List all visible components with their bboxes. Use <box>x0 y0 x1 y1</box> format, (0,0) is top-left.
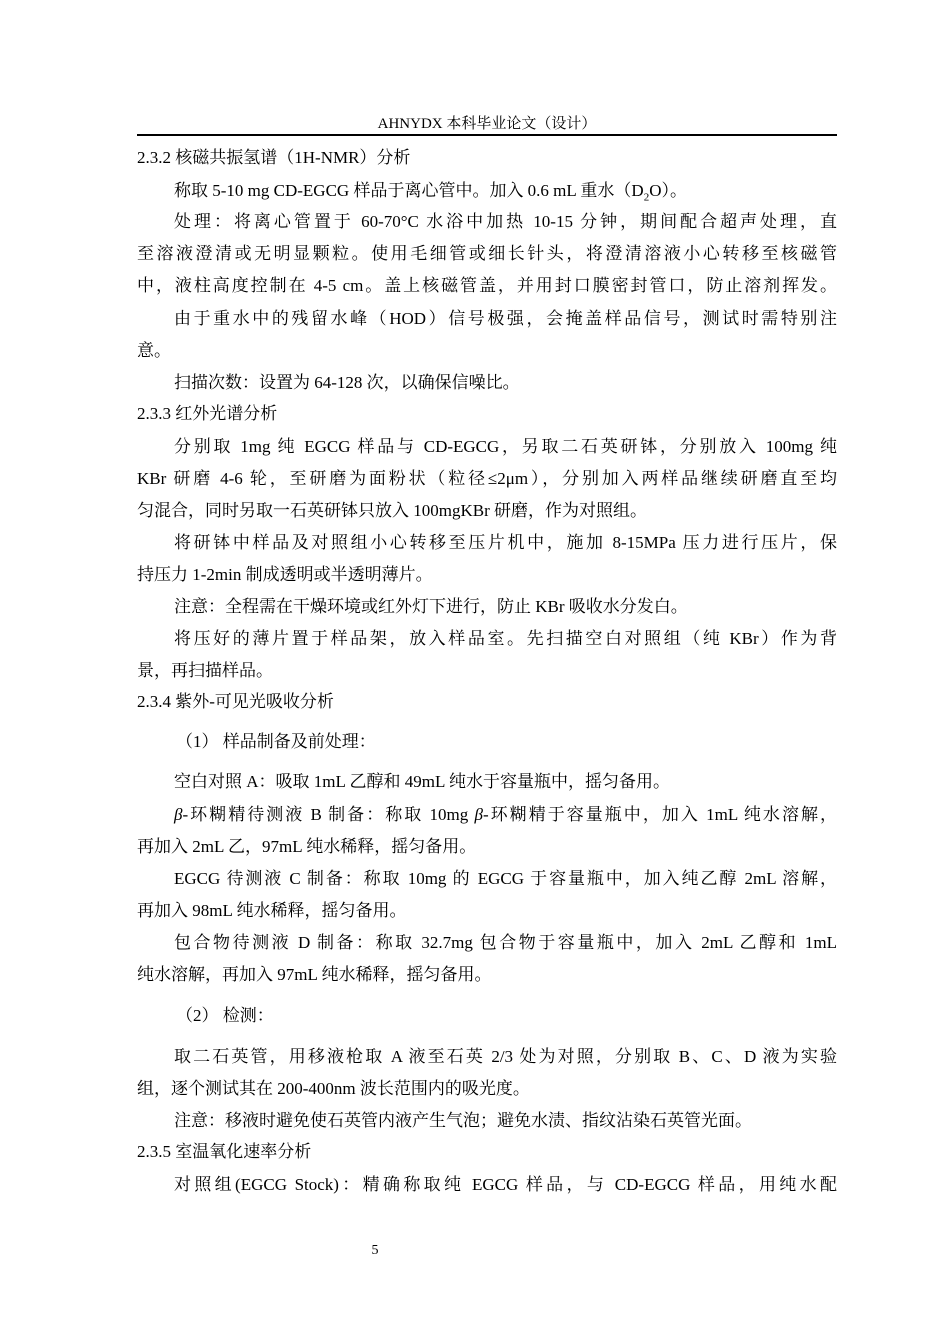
paragraph-line: 分别取 1mg 纯 EGCG 样品与 CD-EGCG，另取二石英研钵，分别放入 100mg 纯 <box>174 437 837 456</box>
paragraph-line: 组，逐个测试其在 200-400nm 波长范围内的吸光度。 <box>137 1079 530 1098</box>
paragraph-line: 将研钵中样品及对照组小心转移至压片机中，施加 8-15MPa 压力进行压片，保 <box>174 533 837 552</box>
paragraph-line: EGCG 待测液 C 制备：称取 10mg 的 EGCG 于容量瓶中，加入纯乙醇 2mL 溶解， <box>174 869 837 888</box>
paragraph-line: 空白对照 A：吸取 1mL 乙醇和 49mL 纯水于容量瓶中，摇匀备用。 <box>174 772 670 791</box>
section-heading-2-3-3: 2.3.3 红外光谱分析 <box>137 404 278 423</box>
paragraph-line: KBr 研磨 4-6 轮，至研磨为面粉状（粒径≤2μm），分别加入两样品继续研磨直至均 <box>137 469 837 488</box>
text-run: -环糊精于容量瓶中，加入 1mL 纯水溶解， <box>482 805 837 824</box>
paragraph-line: 匀混合，同时另取一石英研钵只放入 100mgKBr 研磨，作为对照组。 <box>137 501 647 520</box>
section-heading-2-3-4: 2.3.4 紫外-可见光吸收分析 <box>137 692 334 711</box>
running-header: AHNYDX 本科毕业论文（设计） <box>377 116 597 132</box>
paragraph-line <box>174 180 837 208</box>
paragraph-line: 景，再扫描样品。 <box>137 661 273 680</box>
paragraph-line <box>174 804 837 826</box>
paragraph-line: 包合物待测液 D 制备：称取 32.7mg 包合物于容量瓶中，加入 2mL 乙醇和 1mL <box>174 933 837 952</box>
beta-symbol: β <box>474 805 483 824</box>
paragraph-line: 由于重水中的残留水峰（HOD）信号极强，会掩盖样品信号，测试时需特别注 <box>174 309 837 328</box>
paragraph-line: 持压力 1-2min 制成透明或半透明薄片。 <box>137 565 433 584</box>
paragraph-line: 注意：移液时避免使石英管内液产生气泡；避免水渍、指纹沾染石英管光面。 <box>174 1111 752 1130</box>
paragraph-line: 注意：全程需在干燥环境或红外灯下进行，防止 KBr 吸收水分发白。 <box>174 597 688 616</box>
page-number: 5 <box>371 1243 379 1258</box>
section-heading-2-3-2: 2.3.2 核磁共振氢谱（1H-NMR）分析 <box>137 148 411 167</box>
subheading-detection: （2） 检测： <box>176 1006 274 1025</box>
paragraph-line: 对照组(EGCG Stock)：精确称取纯 EGCG 样品，与 CD-EGCG 样品，用纯水配 <box>174 1175 837 1194</box>
paragraph-line: 再加入 98mL 纯水稀释，摇匀备用。 <box>137 901 407 920</box>
paragraph-line: 至溶液澄清或无明显颗粒。使用毛细管或细长针头，将澄清溶液小心转移至核磁管 <box>137 244 837 263</box>
paragraph-line: 扫描次数：设置为 64-128 次，以确保信噪比。 <box>174 373 520 392</box>
paragraph-line: 纯水溶解，再加入 97mL 纯水稀释，摇匀备用。 <box>137 965 492 984</box>
paragraph-line: 意。 <box>137 341 171 360</box>
subheading-sample-prep: （1） 样品制备及前处理： <box>176 732 376 751</box>
subscript: 2 <box>643 191 650 204</box>
header-rule <box>137 134 837 136</box>
paragraph-line: 中，液柱高度控制在 4-5 cm。盖上核磁管盖，并用封口膜密封管口，防止溶剂挥发。 <box>137 276 837 295</box>
paragraph-line: 处理：将离心管置于 60-70°C 水浴中加热 10-15 分钟，期间配合超声处理，直 <box>174 212 837 231</box>
beta-symbol: β <box>174 805 183 824</box>
paragraph-line: 取二石英管，用移液枪取 A 液至石英 2/3 处为对照，分别取 B、C、D 液为实验 <box>174 1047 837 1066</box>
text-run: -环糊精待测液 B 制备：称取 10mg <box>182 805 475 824</box>
section-heading-2-3-5: 2.3.5 室温氧化速率分析 <box>137 1142 312 1161</box>
text-run: O）。 <box>649 181 687 200</box>
paragraph-line: 再加入 2mL 乙，97mL 纯水稀释，摇匀备用。 <box>137 837 477 856</box>
text-run: 称取 5-10 mg CD-EGCG 样品于离心管中。加入 0.6 mL 重水（D <box>174 181 644 200</box>
paragraph-line: 将压好的薄片置于样品架，放入样品室。先扫描空白对照组（纯 KBr）作为背 <box>174 629 837 648</box>
